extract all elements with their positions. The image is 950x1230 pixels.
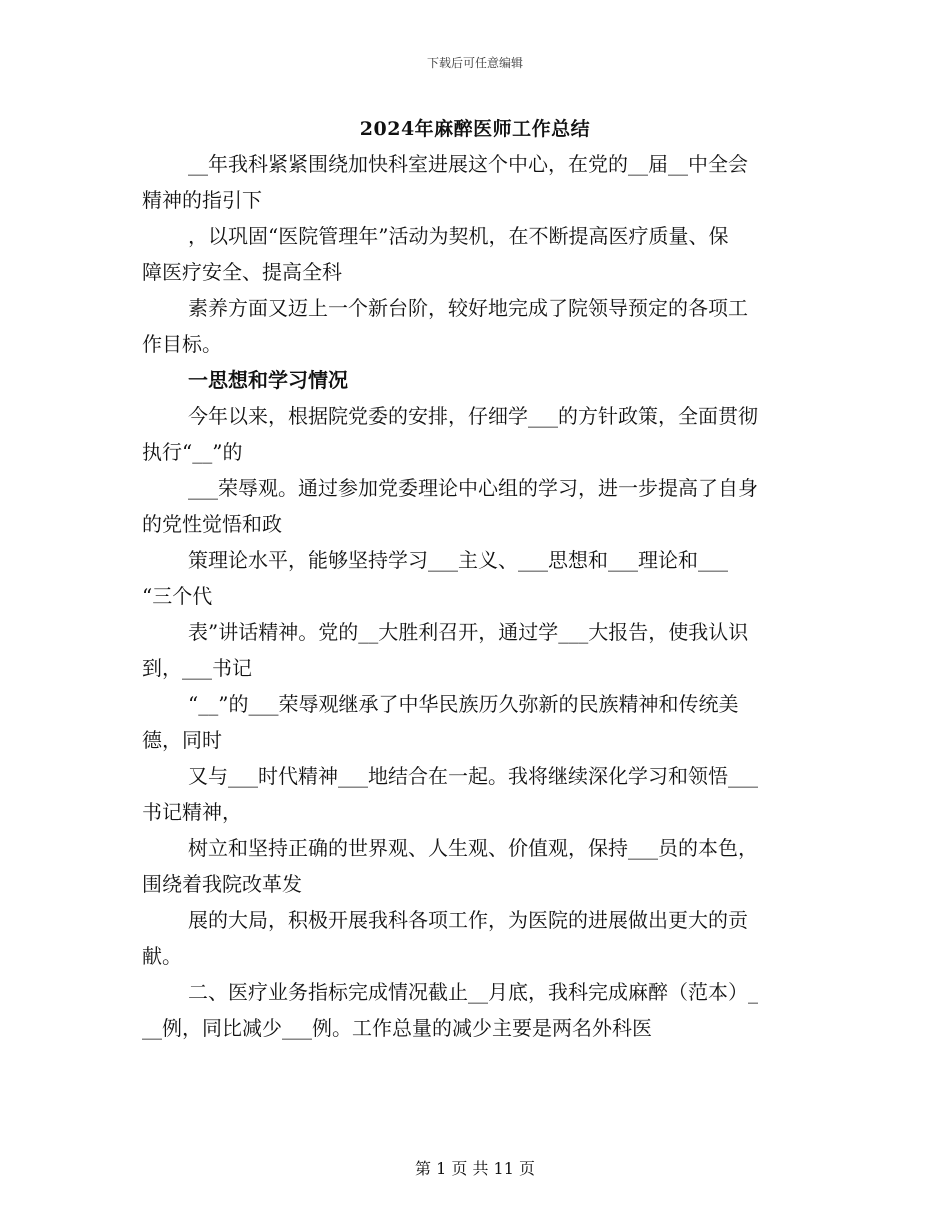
document-body <box>142 146 810 1046</box>
body-line: 德，同时 <box>142 728 222 752</box>
body-line: 献。 <box>142 944 182 968</box>
body-line: 策理论水平，能够坚持学习___主义、___思想和___理论和___ <box>188 548 728 572</box>
body-line: “__”的___荣辱观继承了中华民族历久弥新的民族精神和传统美 <box>188 692 739 716</box>
body-line: 障医疗安全、提高全科 <box>142 260 342 284</box>
body-line: 展的大局，积极开展我科各项工作，为医院的进展做出更大的贡 <box>188 908 748 932</box>
section-heading: 一思想和学习情况 <box>188 368 348 392</box>
body-line: 执行“__”的 <box>142 440 243 464</box>
body-line: 精神的指引下 <box>142 188 262 212</box>
body-line: 作目标。 <box>142 332 222 356</box>
page-footer: 第 1 页 共 11 页 <box>415 1159 535 1178</box>
body-line: __年我科紧紧围绕加快科室进展这个中心，在党的__届__中全会 <box>188 152 748 176</box>
document-title: 2024年麻醉医师工作总结 <box>359 118 591 140</box>
body-line: 树立和坚持正确的世界观、人生观、价值观，保持___员的本色， <box>188 836 758 860</box>
body-line: 二、医疗业务指标完成情况截止__月底，我科完成麻醉（范本）_ <box>188 980 758 1004</box>
body-line: 表”讲话精神。党的__大胜利召开，通过学___大报告，使我认识 <box>188 620 749 644</box>
body-line: 围绕着我院改革发 <box>142 872 302 896</box>
body-line: “三个代 <box>142 584 213 608</box>
body-line: 素养方面又迈上一个新台阶，较好地完成了院领导预定的各项工 <box>188 296 748 320</box>
body-line: ___荣辱观。通过参加党委理论中心组的学习，进一步提高了自身 <box>188 476 758 500</box>
body-line: ，以巩固“医院管理年”活动为契机，在不断提高医疗质量、保 <box>188 224 729 248</box>
header-note: 下载后可任意编辑 <box>426 56 523 70</box>
body-line: 又与___时代精神___地结合在一起。我将继续深化学习和领悟___ <box>188 764 758 788</box>
body-line: 书记精神， <box>142 800 242 824</box>
body-line: 到，___书记 <box>142 656 252 680</box>
body-line: 今年以来，根据院党委的安排，仔细学___的方针政策，全面贯彻 <box>188 404 758 428</box>
body-line: 的党性觉悟和政 <box>142 512 282 536</box>
body-line: __例，同比减少___例。工作总量的减少主要是两名外科医 <box>142 1016 652 1040</box>
